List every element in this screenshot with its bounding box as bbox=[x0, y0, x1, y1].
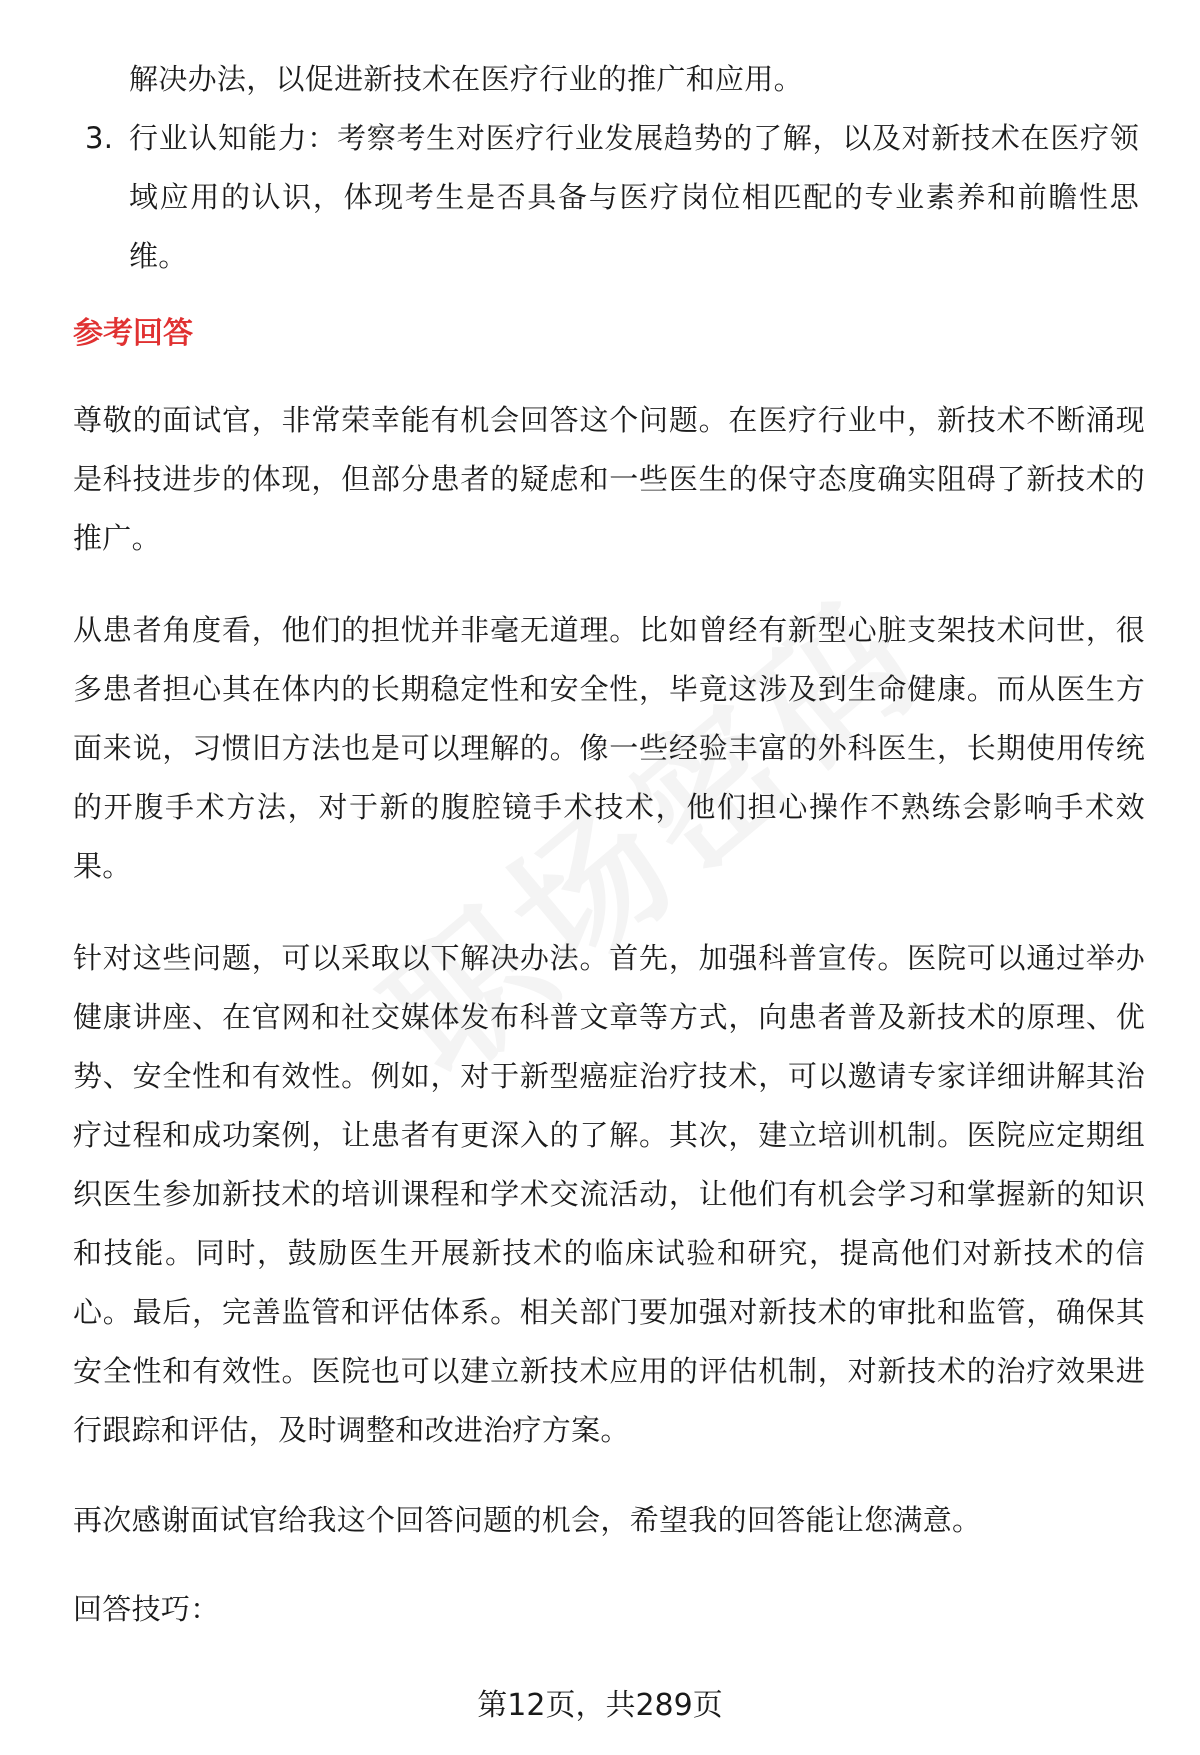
list-item-number: 3. bbox=[85, 121, 114, 155]
paragraph-tips-label: 回答技巧： bbox=[73, 1592, 220, 1626]
paragraph-closing: 再次感谢面试官给我这个回答问题的机会，希望我的回答能让您满意。 bbox=[73, 1503, 982, 1537]
continuation-line: 解决办法，以促进新技术在医疗行业的推广和应用。 bbox=[129, 62, 803, 96]
list-item-3 bbox=[85, 109, 1155, 286]
paragraph-analysis: 从患者角度看，他们的担忧并非毫无道理。比如曾经有新型心脏支架技术问世，很多患者担心其在体内的长期稳定性和安全性，毕竟这涉及到生命健康。而从医生方面来说，习惯旧方法也是可以理解的。像一些经验丰富的外科医生，长期使用传统的开腹手术方法，对于新的腹腔镜手术技术，他们担心操作不熟练会影响手术效果。 bbox=[73, 613, 1145, 883]
paragraph-greeting: 尊敬的面试官，非常荣幸能有机会回答这个问题。在医疗行业中，新技术不断涌现是科技进步的体现，但部分患者的疑虑和一些医生的保守态度确实阻碍了新技术的推广。 bbox=[73, 403, 1145, 555]
section-heading: 参考回答 bbox=[73, 316, 193, 351]
page-number-footer: 第12页，共289页 bbox=[477, 1688, 723, 1723]
list-item-text: 行业认知能力：考察考生对医疗行业发展趋势的了解，以及对新技术在医疗领域应用的认识，体现考生是否具备与医疗岗位相匹配的专业素养和前瞻性思维。 bbox=[129, 121, 1139, 273]
paragraph-solutions: 针对这些问题，可以采取以下解决办法。首先，加强科普宣传。医院可以通过举办健康讲座、在官网和社交媒体发布科普文章等方式，向患者普及新技术的原理、优势、安全性和有效性。例如，对于新型癌症治疗技术，可以邀请专家详细讲解其治疗过程和成功案例，让患者有更深入的了解。其次，建立培训机制。医院应定期组织医生参加新技术的培训课程和学术交流活动，让他们有机会学习和掌握新的知识和技能。同时，鼓励医生开展新技术的临床试验和研究，提高他们对新技术的信心。最后，完善监管和评估体系。相关部门要加强对新技术的审批和监管，确保其安全性和有效性。医院也可以建立新技术应用的评估机制，对新技术的治疗效果进行跟踪和评估，及时调整和改进治疗方案。 bbox=[73, 941, 1145, 1447]
